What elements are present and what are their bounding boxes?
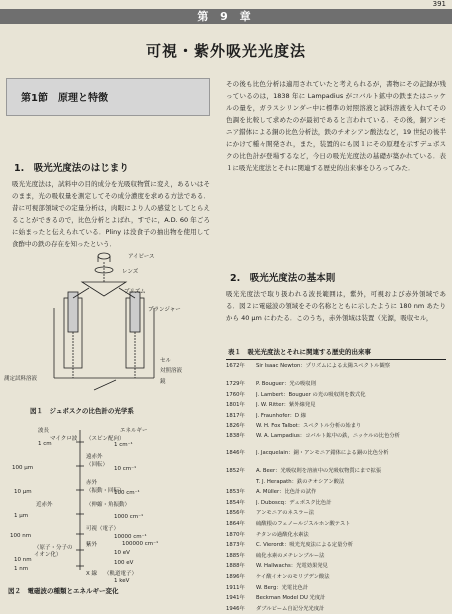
table-year: 1838年: [226, 432, 245, 439]
left-paragraph: 吸光光度法は，試料中の目的成分を光吸収物質に変え，あるいはそのまま，光の吸収量を測定してその成分濃度を求める方法である．昔に可視部領域での定量分析は，肉眼により人の感覚としてとらえることができるので，比色分析とよばれ，すでに，A.D. 60 年ごろに始まったと伝えられている．Pliny は没食子の抽出物を使用して食酢中の鉄の存在を知ったという．: [12, 180, 210, 248]
region-microwave: マイクロ波: [50, 436, 78, 442]
table-rule: [226, 359, 446, 360]
table-row: [226, 519, 446, 530]
region-spin: （スピン配向）: [86, 436, 125, 442]
chapter-title: 可視・紫外吸光光度法: [145, 42, 306, 60]
header-wavelength: 波長: [38, 428, 50, 434]
table-year: 1854年: [226, 499, 245, 506]
chapter-banner: 第 9 章: [0, 9, 452, 24]
table-row: [226, 362, 446, 379]
table-row: [226, 530, 446, 541]
region-near-ir: 近赤外: [36, 502, 53, 508]
table-year: [226, 477, 256, 488]
label-mirror: 鏡: [160, 379, 166, 385]
table-year: 1801年: [226, 402, 245, 409]
right-paragraph-1: その後も比色分析は適用されていたと考えられるが，書物にその記録が残っているのは，1838 年に Lampadius がコバルト鉱中の鉄またはニッケルの量を，ガラスシリンダー中に標準の対照溶液と試料溶液を入れてその色調を比較して求めたのが最初であると言われている．その後，銅アンモニア錯体による銅の比色分析法，鉄のチオシアン酸法など，19 世紀の後半にかけて種々開発され，また，装置的にも図１にその原理を示すデュボスクの比色計が登場するなど，今日の吸光光度法の基礎が築かれている．表１に吸光光度法とそれに関連する歴史的出来事をひろってみた．: [226, 80, 446, 172]
table-row: [226, 449, 446, 466]
table-event: J. W. Ritter：紫外線発見: [256, 402, 316, 409]
right-paragraph-2: 吸光光度法で取り扱われる波長範囲は，紫外，可視および赤外領域である．図２に電磁波の領域をその名称とともに示したように 180 nm あたりから 40 μm にわたる．このうち，赤外領域は装置（光源，吸収セル，: [226, 290, 446, 322]
wl-1um: 1 μm: [14, 513, 29, 519]
table-event: アンモニアのネスラー法: [256, 510, 315, 517]
table-row: [226, 498, 446, 509]
history-table: [226, 362, 446, 614]
table-year: 1856年: [226, 510, 245, 517]
table-year: 1672年: [226, 363, 245, 369]
table-year: 1888年: [226, 563, 245, 570]
table-year: 1853年: [226, 489, 245, 496]
en-3: 100 cm⁻¹: [114, 490, 140, 496]
table-event: W. A. Lampadius：コバルト鉱中の鉄，ニッケルの比色分析: [256, 432, 400, 439]
table-event: T. J. Herapath：鉄のチオシアン酸法: [256, 478, 345, 485]
label-cell: セル: [160, 358, 172, 364]
en-1: 1 cm⁻¹: [114, 442, 133, 448]
subsection-heading-1: 1. 吸光光度法のはじまり: [14, 163, 129, 174]
duboscq-colorimeter-diagram: [34, 248, 194, 398]
table-event: W. Berg：光電比色計: [256, 584, 309, 591]
region-visible: 可視（電子）: [86, 526, 120, 532]
table-event: C. Vierordt：吸光光度法による定量分析: [256, 542, 353, 549]
table-row: [226, 421, 446, 432]
table-year: 1911年: [226, 584, 245, 591]
subsection-heading-2: 2. 吸光光度法の基本則: [230, 273, 336, 284]
table-year: 1946年: [226, 605, 245, 612]
en-4: 1000 cm⁻¹: [114, 514, 144, 520]
header-energy: エネルギー: [120, 428, 148, 434]
en-9: 1 keV: [114, 578, 130, 584]
table-year: 1941年: [226, 595, 245, 602]
table-year: 1760年: [226, 391, 245, 398]
wl-1nm: 1 nm: [14, 566, 29, 572]
table-year: 1885年: [226, 552, 245, 559]
region-ion: イオン化）: [34, 552, 62, 558]
region-orbital: （軌道電子）: [104, 571, 138, 577]
table-row: [226, 551, 446, 562]
table-event: チタンの過酸化水素法: [256, 531, 309, 538]
table-row: [226, 561, 446, 572]
label-lens: レンズ: [122, 269, 139, 275]
table-row: [226, 583, 446, 594]
label-sample: 測定試料溶液: [4, 376, 38, 382]
region-electron: （原子・分子の: [34, 545, 73, 551]
table-year: 1896年: [226, 573, 245, 580]
en-8: 100 eV: [114, 560, 134, 566]
table-year: 1852年: [226, 467, 245, 474]
table-event: J. Duboscq：デュボスク比色計: [256, 499, 332, 506]
table-row: [226, 487, 446, 498]
wl-10nm: 10 nm: [14, 557, 32, 563]
table-row: [226, 540, 446, 551]
table-year: 1864年: [226, 520, 245, 527]
table-row: [226, 593, 446, 604]
table-event: 硫化水素のメチレンブルー法: [256, 552, 325, 559]
table-event: A. Beer：光吸収則を溶液中の光吸収物質にまで拡張: [256, 467, 382, 474]
table-year: 1873年: [226, 542, 245, 549]
table-caption: 表１ 吸光光度法とそれに関連する歴史的出来事: [228, 348, 371, 356]
table-event: ダブルビーム自記分光光度計: [256, 605, 325, 612]
region-xray: X 線: [86, 571, 98, 577]
table-event: 硫酸根のフェノールジスルホン酸テスト: [256, 520, 351, 527]
table-row: [226, 466, 446, 477]
table-row: [226, 508, 446, 519]
table-row: [226, 390, 446, 401]
table-event: W. Hallwachs：光電効果発見: [256, 563, 328, 570]
eyepiece-shape: [98, 253, 110, 259]
table-year: 1846年: [226, 449, 245, 456]
en-5: 10000 cm⁻¹: [114, 534, 147, 540]
region-vibration: （伸縮・角振動）: [86, 502, 131, 508]
region-uv: 紫外: [86, 542, 98, 548]
table-year: 1729年: [226, 381, 245, 387]
table-event: A. Müller：比色計の試作: [256, 489, 317, 496]
wl-10um: 10 μm: [14, 489, 32, 495]
wl-100nm: 100 nm: [10, 533, 32, 539]
table-event: ケイ酸イオンのモリブデン酸法: [256, 573, 330, 580]
label-plunger: プランジャー: [148, 307, 181, 313]
table-row: [226, 572, 446, 583]
en-2: 10 cm⁻¹: [114, 466, 137, 472]
table-event: J. Lambert：Bouguer の光の吸収則を数式化: [256, 391, 366, 398]
table-event: J. Fraunhofer：D 線: [256, 412, 306, 419]
label-prism: プリズム: [124, 289, 146, 295]
section-heading-box: [6, 78, 210, 116]
table-event: Sir Isaac Newton：プリズムによる太陽スペクトル観察: [256, 363, 391, 369]
table-event: J. Jacquelain：銅・アンモニア錯体による銅の比色分析: [256, 449, 389, 456]
region-far-ir: 遠赤外: [86, 454, 103, 460]
table-year: 1870年: [226, 531, 245, 538]
region-ir: 赤外: [86, 480, 98, 486]
prism-shape: [82, 282, 126, 296]
table-event: P. Bouguer：光の吸収則: [256, 381, 316, 387]
region-rotation: （回転）: [86, 462, 109, 468]
table-row: [226, 477, 446, 488]
region-vib-rot: （振動・回転）: [86, 488, 125, 494]
table-year: 1817年: [226, 412, 245, 419]
table-row: [226, 411, 446, 422]
label-reference: 対照溶液: [160, 368, 183, 374]
table-year: 1826年: [226, 423, 245, 430]
table-row: [226, 604, 446, 614]
en-6: 100000 cm⁻¹: [122, 541, 159, 547]
table-row: [226, 379, 446, 390]
table-event: W. H. Fox Talbot：スペクトル分析の始まり: [256, 423, 362, 430]
wl-1cm: 1 cm: [38, 441, 52, 447]
table-row: [226, 432, 446, 449]
label-eyepiece: アイピース: [128, 254, 155, 260]
table-event: Beckman Model DU 光度計: [256, 595, 326, 602]
page-number: 391: [432, 0, 446, 8]
table-row: [226, 400, 446, 411]
section-heading: 第1節 原理と特徴: [21, 93, 108, 104]
mirror-shape: [94, 380, 116, 390]
figure1-caption: 図１ ジュボスクの比色計の光学系: [30, 407, 134, 415]
wl-100um: 100 μm: [12, 465, 34, 471]
figure2-caption: 図２ 電磁波の種類とエネルギー変化: [8, 587, 119, 595]
en-7: 10 eV: [114, 550, 130, 556]
